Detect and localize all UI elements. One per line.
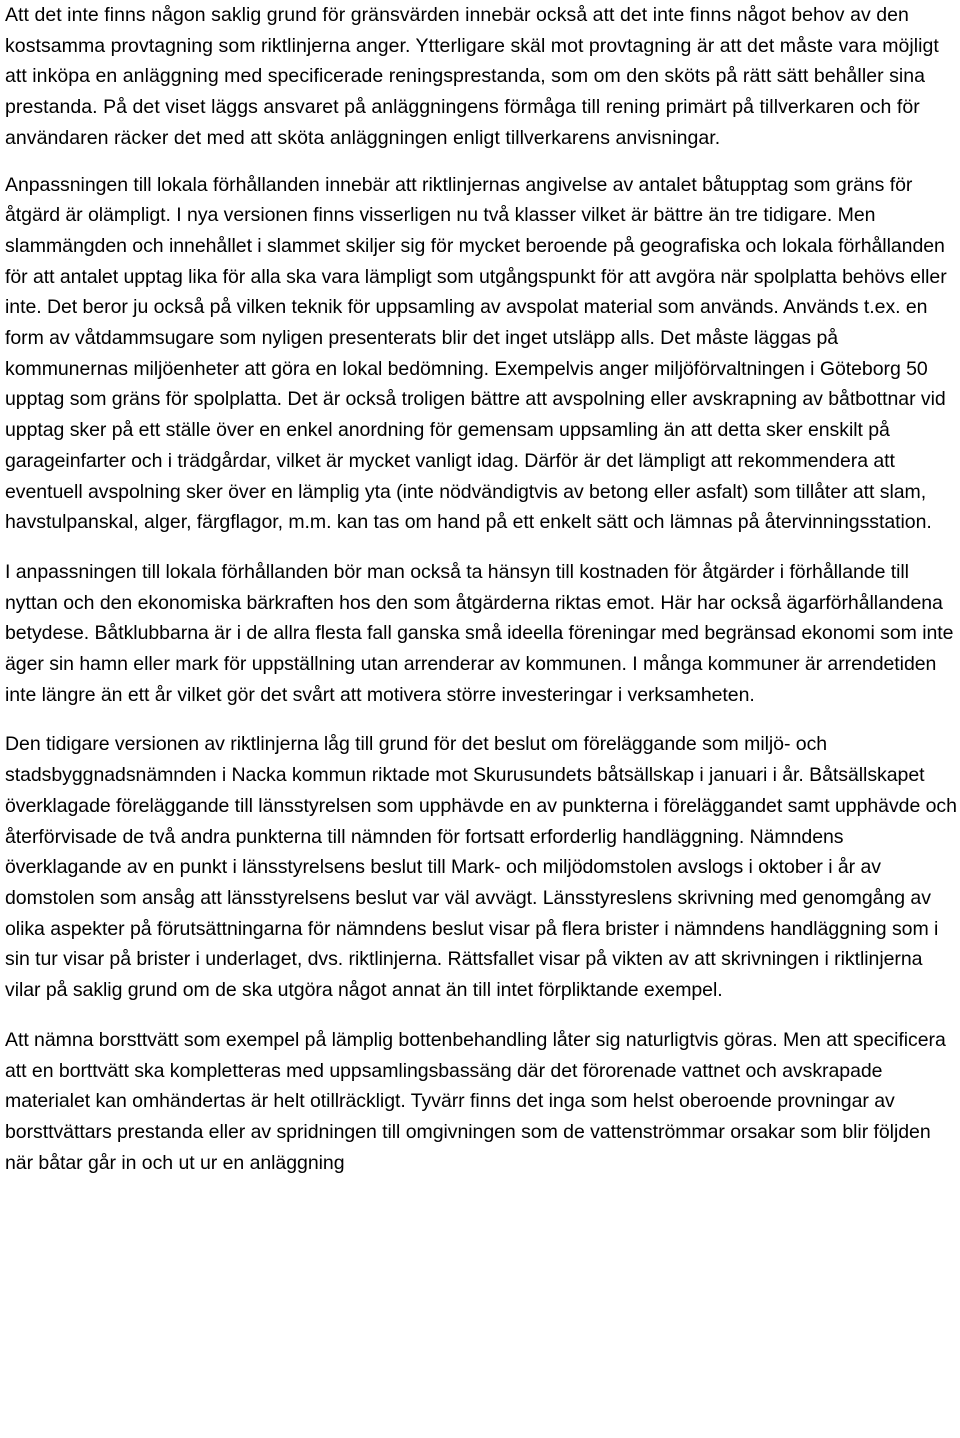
paragraph-cost-consideration: I anpassningen till lokala förhållanden bör man också ta hänsyn till kostnaden för åtgärder i förhållande till nyttan och den ekonomiska bärkraften hos den som åtgärderna riktas emot. Här har också ägarförhållandena betydese. Båtklubbarna är i de allra flesta fall ganska små ideella föreningar med begränsad ekonomi som inte äger sin hamn eller mark för uppställning utan arrenderar av kommunen. I många kommuner är arrendetiden inte längre än ett år vilket gör det svårt att motivera större investeringar i verksamheten.	[5, 560, 954, 706]
paragraph-testing-requirements: Att det inte finns någon saklig grund för gränsvärden innebär också att det inte finns något behov av den kostsamma provtagning som riktlinjerna anger. Ytterligare skäl mot provtagning är att det måste vara möjligt att inköpa en anläggning med specificerade reningsprestanda, som om den sköts på rätt sätt behåller sina prestanda. På det viset läggs ansvaret på anläggningens förmåga till rening primärt på tillverkaren och för användaren räcker det med att sköta anläggningen enligt tillverkarens anvisningar.	[5, 4, 939, 149]
document-page	[5, 0, 957, 1178]
paragraph-brush-wash: Att nämna borsttvätt som exempel på lämplig bottenbehandling låter sig naturligtvis göras. Men att specificera att en borttvätt ska kompletteras med uppsamlingsbassäng där det förorenade vattnet och avskrapade materialet kan omhändertas är helt otillräckligt. Tyvärr finns det inga som helst oberoende provningar av borsttvättars prestanda eller av spridningen till omgivningen som de vattenströmmar orsakar som blir följden när båtar går in och ut ur en anläggning	[5, 1028, 946, 1174]
paragraph-nacka-case: Den tidigare versionen av riktlinjerna låg till grund för det beslut om föreläggande som miljö- och stadsbyggnadsnämnden i Nacka kommun riktade mot Skurusundets båtsällskap i januari i år. Båtsällskapet överklagade föreläggande till länsstyrelsen som upphävde en av punkterna i föreläggandet samt upphävde och återförvisade de två andra punkterna till nämnden för fortsatt erforderlig handläggning. Nämndens överklagande av en punkt i länsstyrelsens beslut till Mark- och miljödomstolen avslogs i oktober i år av domstolen som ansåg att länsstyrelsens beslut var väl avvägt. Länsstyreslens skrivning med genomgång av olika aspekter på förutsättningarna för nämndens beslut visar på flera brister i nämndens handläggning som i sin tur visar på brister i underlaget, dvs. riktlinjerna. Rättsfallet visar på vikten av att skrivningen i riktlinjerna vilar på saklig grund om de ska utgöra något annat än till intet förpliktande exempel.	[5, 733, 957, 1002]
paragraph-local-adaptation: Anpassningen till lokala förhållanden innebär att riktlinjernas angivelse av antalet båtupptag som gräns för åtgärd är olämpligt. I nya versionen finns visserligen nu två klasser vilket är bättre än tre tidigare. Men slammängden och innehållet i slammet skiljer sig för mycket beroende på geografiska och lokala förhållanden för att antalet upptag lika för alla ska vara lämpligt som utgångspunkt för att avgöra när spolplatta behövs eller inte. Det beror ju också på vilken teknik för uppsamling av avspolat material som används. Används t.ex. en form av våtdammsugare som nyligen presenterats blir det inget utsläpp alls. Det måste läggas på kommunernas miljöenheter att göra en lokal bedömning. Exempelvis anger miljöförvaltningen i Göteborg 50 upptag som gräns för spolplatta. Det är också troligen bättre att avspolning eller avskrapning av båtbottnar vid upptag sker på ett ställe över en enkel anordning för gemensam uppsamling än att detta sker enskilt på garageinfarter och i trädgårdar, vilket är mycket vanligt idag. Därför är det lämpligt att rekommendera att eventuell avspolning sker över en lämplig yta (inte nödvändigtvis av betong eller asfalt) som tillåter att slam, havstulpanskal, alger, färgflagor, m.m. kan tas om hand på ett enkelt sätt och lämnas på återvinningsstation.	[5, 173, 947, 534]
